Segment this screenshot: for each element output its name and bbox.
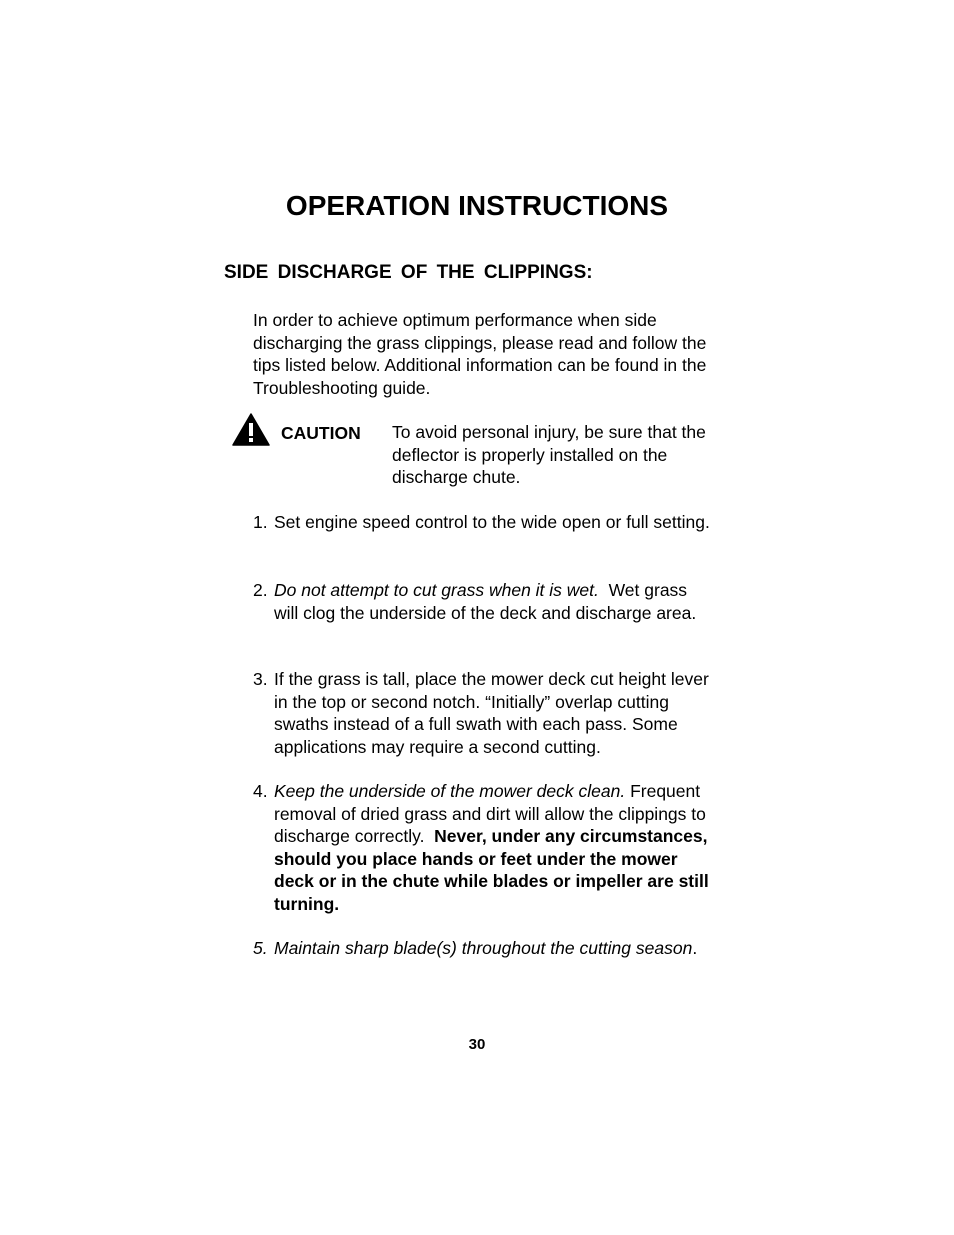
list-item-number: 3. — [253, 669, 268, 689]
caution-text: To avoid personal injury, be sure that the deflector is properly installed on the discharge chute. — [392, 422, 706, 487]
list-item — [253, 780, 713, 915]
section-title: SIDE DISCHARGE OF THE CLIPPINGS: — [224, 262, 593, 283]
list-item-text: If the grass is tall, place the mower deck cut height lever in the top or second notch. “Initially” overlap cutting swaths instead of a full swath with each pass. Some applications may require a second cutting. — [274, 669, 709, 757]
warning-triangle-icon — [232, 413, 270, 446]
list-item-period: . — [692, 938, 698, 958]
list-item — [253, 579, 713, 624]
page-number: 30 — [468, 1036, 486, 1053]
intro-paragraph: In order to achieve optimum performance when side discharging the grass clippings, please read and follow the tips listed below. Additional information can be found in the Troubleshooting guide. — [253, 310, 707, 398]
list-item-text: Set engine speed control to the wide open or full setting. — [274, 512, 710, 532]
list-item — [253, 511, 713, 534]
page-title: OPERATION INSTRUCTIONS — [285, 190, 669, 221]
list-item-number: 2. — [253, 580, 268, 600]
list-item-number: 1. — [253, 512, 268, 532]
list-item-text: Frequent removal of dried grass and dirt will allow the clippings to discharge correctly. — [274, 781, 711, 846]
list-item-emphasis: Keep the underside of the mower deck clean. — [274, 781, 626, 801]
list-item-emphasis: Do not attempt to cut grass when it is wet. — [274, 580, 599, 600]
list-item-text: Wet grass will clog the underside of the deck and discharge area. — [274, 580, 697, 623]
caution-label: CAUTION — [281, 423, 361, 443]
list-item — [253, 937, 713, 960]
list-item-warning: Never, under any circumstances, should you place hands or feet under the mower deck or in the chute while blades or impeller are still turning. — [274, 826, 709, 914]
list-item-text: Maintain sharp blade(s) throughout the cutting season — [274, 938, 693, 958]
list-item-number: 5. — [253, 938, 268, 958]
list-item — [253, 668, 713, 758]
list-item-number: 4. — [253, 781, 268, 801]
caution-block — [232, 413, 732, 493]
